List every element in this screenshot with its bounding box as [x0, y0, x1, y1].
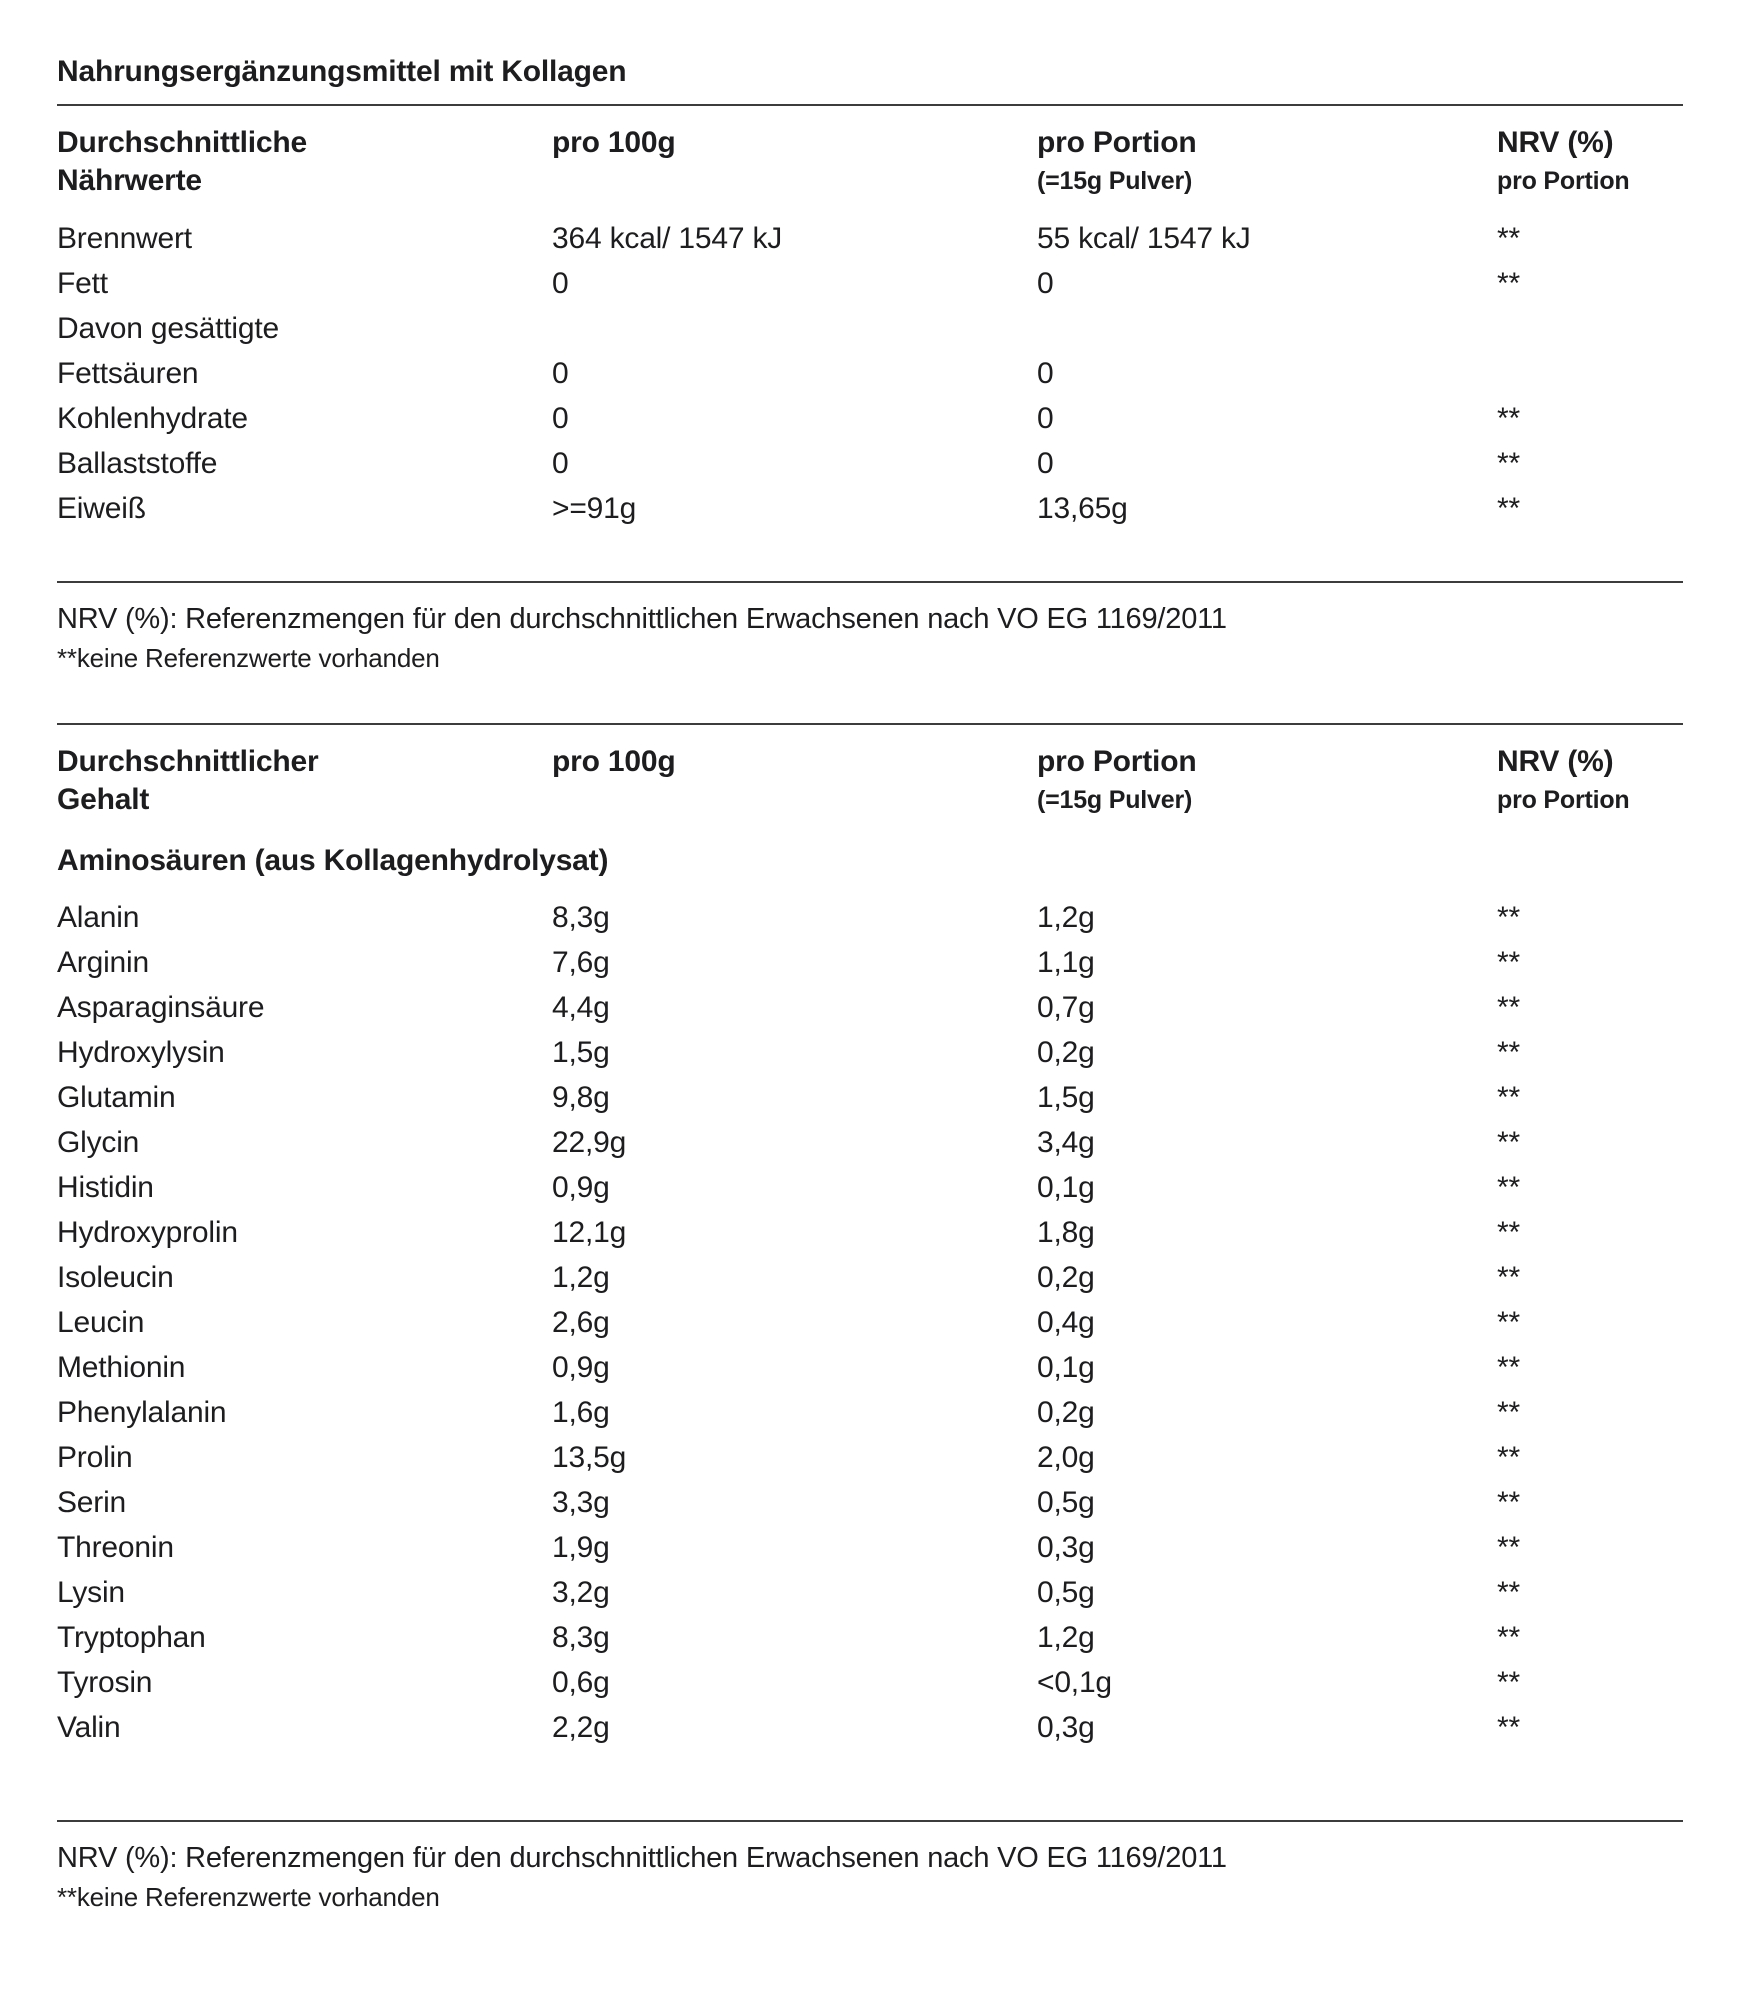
- table-row: [57, 351, 1683, 396]
- row-label: Tryptophan: [57, 1621, 206, 1654]
- row-label: Asparaginsäure: [57, 991, 265, 1024]
- header-line: NRV (%): [1497, 126, 1614, 159]
- header-line: pro 100g: [552, 126, 676, 159]
- row-value-per-portion: 1,1g: [1037, 946, 1095, 979]
- header-line: NRV (%): [1497, 745, 1614, 778]
- row-value-per-portion: 0,1g: [1037, 1171, 1095, 1204]
- header-subline: pro Portion: [1497, 786, 1630, 814]
- row-label: Eiweiß: [57, 492, 146, 525]
- row-value-per-100g: 13,5g: [552, 1441, 627, 1474]
- table-row: [57, 895, 1683, 940]
- row-label: Lysin: [57, 1576, 125, 1609]
- table-row: [57, 1120, 1683, 1165]
- row-label: Phenylalanin: [57, 1396, 227, 1429]
- row-value-per-100g: [552, 306, 1037, 351]
- amino-section-label: Aminosäuren (aus Kollagenhydrolysat): [57, 844, 609, 877]
- row-value-per-100g: 1,9g: [552, 1531, 610, 1564]
- table-row: [57, 261, 1683, 306]
- row-value-per-100g: 2,6g: [552, 1306, 610, 1339]
- divider-after-amino: [57, 1820, 1683, 1822]
- nutrients-table-header: [57, 124, 1683, 200]
- row-value-nrv: **: [1497, 1306, 1520, 1339]
- header-avg-content: [57, 743, 552, 819]
- table-row: [57, 441, 1683, 486]
- table-row: [57, 1030, 1683, 1075]
- header-line: pro Portion: [1037, 745, 1197, 778]
- row-label: Threonin: [57, 1531, 174, 1564]
- row-value-per-portion: 55 kcal/ 1547 kJ: [1037, 222, 1251, 255]
- table-row: [57, 486, 1683, 531]
- row-value-per-100g: 7,6g: [552, 946, 610, 979]
- nutrients-table-rows: [57, 216, 1683, 531]
- row-value-per-portion: 1,5g: [1037, 1081, 1095, 1114]
- header-per-100g: [552, 124, 1037, 200]
- header-line: Gehalt: [57, 783, 150, 816]
- row-value-nrv: **: [1497, 1621, 1520, 1654]
- row-value-per-portion: 13,65g: [1037, 492, 1128, 525]
- row-value-nrv: **: [1497, 1486, 1520, 1519]
- amino-table-header: [57, 743, 1683, 819]
- row-value-nrv: **: [1497, 1081, 1520, 1114]
- row-value-nrv: **: [1497, 1711, 1520, 1744]
- header-subline: pro Portion: [1497, 167, 1630, 195]
- row-value-per-portion: 1,2g: [1037, 901, 1095, 934]
- row-value-nrv: **: [1497, 946, 1520, 979]
- row-label: Fettsäuren: [57, 357, 199, 390]
- row-label: Davon gesättigte: [57, 312, 279, 345]
- divider-top: [57, 104, 1683, 106]
- row-label: Fett: [57, 267, 108, 300]
- row-label: Hydroxylysin: [57, 1036, 225, 1069]
- row-value-per-100g: 0: [552, 267, 569, 300]
- row-value-nrv: **: [1497, 222, 1520, 255]
- row-value-nrv: **: [1497, 1171, 1520, 1204]
- row-label: Brennwert: [57, 222, 192, 255]
- row-label: Methionin: [57, 1351, 186, 1384]
- row-value-nrv: **: [1497, 1441, 1520, 1474]
- row-value-nrv: **: [1497, 1261, 1520, 1294]
- row-value-per-100g: 3,3g: [552, 1486, 610, 1519]
- row-value-per-portion: 0,2g: [1037, 1396, 1095, 1429]
- row-value-per-portion: 0,1g: [1037, 1351, 1095, 1384]
- row-value-nrv: [1497, 306, 1683, 351]
- row-value-nrv: **: [1497, 447, 1520, 480]
- row-label: Kohlenhydrate: [57, 402, 248, 435]
- row-value-per-100g: 8,3g: [552, 1621, 610, 1654]
- row-value-per-100g: 4,4g: [552, 991, 610, 1024]
- row-label: Hydroxyprolin: [57, 1216, 238, 1249]
- row-value-nrv: **: [1497, 1216, 1520, 1249]
- row-value-per-portion: 0: [1037, 267, 1054, 300]
- table-row: [57, 1165, 1683, 1210]
- row-value-nrv: **: [1497, 267, 1520, 300]
- header-per-portion: [1037, 743, 1497, 819]
- header-nrv: [1497, 124, 1683, 200]
- nrv-footnote-no-reference: **keine Referenzwerte vorhanden: [57, 1882, 440, 1912]
- row-value-per-portion: 0: [1037, 357, 1054, 390]
- row-value-per-portion: 0,2g: [1037, 1036, 1095, 1069]
- table-row: [57, 1390, 1683, 1435]
- row-value-nrv: **: [1497, 1396, 1520, 1429]
- row-label: Arginin: [57, 946, 149, 979]
- row-value-per-portion: 0,5g: [1037, 1576, 1095, 1609]
- table-row: [57, 1435, 1683, 1480]
- nrv-footnote-reference: NRV (%): Referenzmengen für den durchschnittlichen Erwachsenen nach VO EG 1169/2011: [57, 603, 1227, 635]
- row-value-nrv: **: [1497, 1666, 1520, 1699]
- table-row: [57, 1615, 1683, 1660]
- table-row: [57, 1300, 1683, 1345]
- row-value-per-100g: 12,1g: [552, 1216, 627, 1249]
- table-row: [57, 216, 1683, 261]
- row-value-per-100g: 0,9g: [552, 1171, 610, 1204]
- table-row: [57, 985, 1683, 1030]
- row-value-per-portion: 0,4g: [1037, 1306, 1095, 1339]
- nrv-footnote-reference: NRV (%): Referenzmengen für den durchschnittlichen Erwachsenen nach VO EG 1169/2011: [57, 1842, 1227, 1874]
- row-label: Valin: [57, 1711, 121, 1744]
- row-label: Tyrosin: [57, 1666, 153, 1699]
- row-label: Prolin: [57, 1441, 133, 1474]
- row-value-nrv: **: [1497, 1036, 1520, 1069]
- table-row: [57, 1345, 1683, 1390]
- row-value-nrv: **: [1497, 901, 1520, 934]
- table-row: [57, 1660, 1683, 1705]
- row-value-per-portion: 0,5g: [1037, 1486, 1095, 1519]
- nutrition-label-page: [0, 52, 1740, 2008]
- header-line: Nährwerte: [57, 164, 202, 197]
- row-value-per-portion: 2,0g: [1037, 1441, 1095, 1474]
- row-value-per-portion: 1,8g: [1037, 1216, 1095, 1249]
- row-value-per-100g: 1,2g: [552, 1261, 610, 1294]
- row-label: Histidin: [57, 1171, 154, 1204]
- header-subline: (=15g Pulver): [1037, 167, 1193, 195]
- row-label: Serin: [57, 1486, 127, 1519]
- header-avg-nutrients: [57, 124, 552, 200]
- row-value-per-100g: >=91g: [552, 492, 637, 525]
- header-per-100g: [552, 743, 1037, 819]
- row-value-per-100g: 3,2g: [552, 1576, 610, 1609]
- row-value-per-portion: 0,2g: [1037, 1261, 1095, 1294]
- nrv-footnote: [57, 599, 1683, 677]
- row-value-per-portion: 0,3g: [1037, 1711, 1095, 1744]
- row-label: Glycin: [57, 1126, 140, 1159]
- row-value-per-portion: 3,4g: [1037, 1126, 1095, 1159]
- row-value-nrv: **: [1497, 402, 1520, 435]
- table-row: [57, 306, 1683, 351]
- table-row: [57, 1525, 1683, 1570]
- row-label: Glutamin: [57, 1081, 176, 1114]
- row-value-nrv: **: [1497, 1531, 1520, 1564]
- row-value-per-100g: 1,5g: [552, 1036, 610, 1069]
- nrv-footnote-no-reference: **keine Referenzwerte vorhanden: [57, 643, 440, 673]
- table-row: [57, 1255, 1683, 1300]
- row-value-per-portion: 0: [1037, 402, 1054, 435]
- header-per-portion: [1037, 124, 1497, 200]
- row-value-nrv: **: [1497, 1126, 1520, 1159]
- row-value-per-portion: 0,7g: [1037, 991, 1095, 1024]
- header-line: Durchschnittliche: [57, 126, 307, 159]
- row-label: Alanin: [57, 901, 140, 934]
- header-line: Durchschnittlicher: [57, 745, 319, 778]
- row-value-per-100g: 9,8g: [552, 1081, 610, 1114]
- header-line: pro Portion: [1037, 126, 1197, 159]
- table-row: [57, 1705, 1683, 1750]
- table-row: [57, 1480, 1683, 1525]
- page-title: Nahrungsergänzungsmittel mit Kollagen: [57, 55, 627, 88]
- row-value-per-100g: 0: [552, 357, 569, 390]
- row-value-nrv: **: [1497, 1576, 1520, 1609]
- header-nrv: [1497, 743, 1683, 819]
- table-row: [57, 1210, 1683, 1255]
- row-value-per-100g: 1,6g: [552, 1396, 610, 1429]
- row-value-per-portion: 0: [1037, 447, 1054, 480]
- nrv-footnote-bottom: [57, 1838, 1683, 1916]
- row-value-nrv: **: [1497, 492, 1520, 525]
- row-value-per-portion: [1037, 306, 1497, 351]
- divider-before-amino: [57, 723, 1683, 725]
- table-row: [57, 940, 1683, 985]
- row-value-per-100g: 2,2g: [552, 1711, 610, 1744]
- row-value-per-portion: <0,1g: [1037, 1666, 1112, 1699]
- row-value-per-portion: 0,3g: [1037, 1531, 1095, 1564]
- row-value-nrv: **: [1497, 991, 1520, 1024]
- row-label: Isoleucin: [57, 1261, 174, 1294]
- row-value-per-100g: 0,9g: [552, 1351, 610, 1384]
- table-row: [57, 396, 1683, 441]
- row-value-per-100g: 8,3g: [552, 901, 610, 934]
- row-value-per-portion: 1,2g: [1037, 1621, 1095, 1654]
- amino-table-rows: [57, 895, 1683, 1750]
- row-value-nrv: **: [1497, 1351, 1520, 1384]
- table-row: [57, 1570, 1683, 1615]
- row-value-per-100g: 364 kcal/ 1547 kJ: [552, 222, 783, 255]
- row-value-nrv: [1497, 351, 1683, 396]
- row-label: Leucin: [57, 1306, 145, 1339]
- divider-after-nutrients: [57, 581, 1683, 583]
- row-value-per-100g: 22,9g: [552, 1126, 627, 1159]
- table-row: [57, 1075, 1683, 1120]
- row-label: Ballaststoffe: [57, 447, 218, 480]
- row-value-per-100g: 0: [552, 447, 569, 480]
- row-value-per-100g: 0: [552, 402, 569, 435]
- header-line: pro 100g: [552, 745, 676, 778]
- header-subline: (=15g Pulver): [1037, 786, 1193, 814]
- row-value-per-100g: 0,6g: [552, 1666, 610, 1699]
